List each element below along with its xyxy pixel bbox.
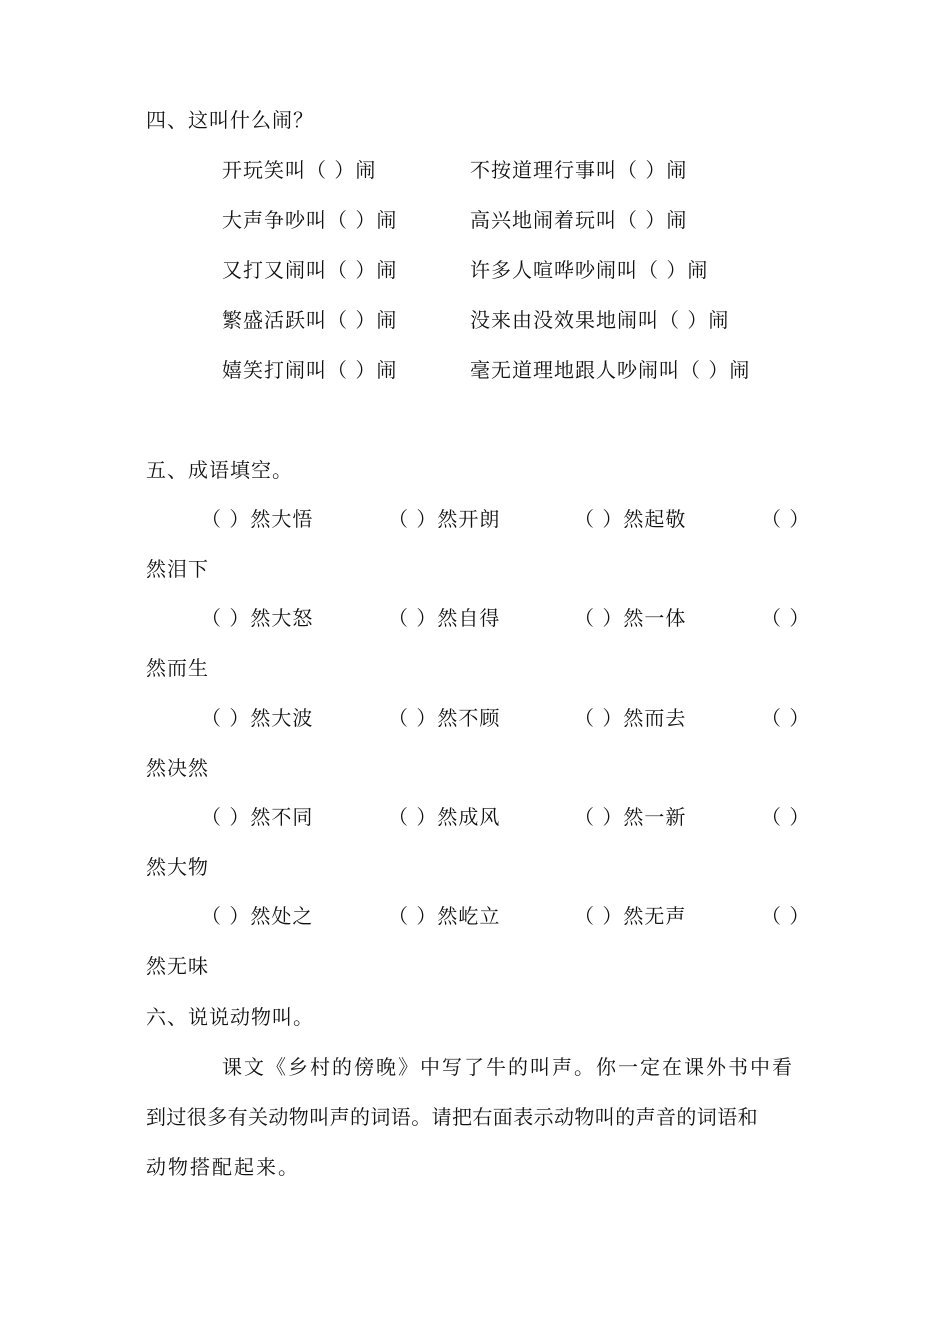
idiom-blank: （ ）然起敬 (574, 507, 687, 531)
idiom-blank: （ ） (761, 507, 811, 531)
idiom-blank: （ ）然大波 (201, 706, 314, 730)
section-4-right-item: 许多人喧哗吵闹叫（ ）闹 (470, 258, 709, 282)
section-4-left-item: 嬉笑打闹叫（ ）闹 (222, 358, 398, 382)
paragraph-line: 课文《乡村的傍晚》中写了牛的叫声。你一定在课外书中看 (222, 1055, 794, 1079)
section-6-heading: 六、说说动物叫。 (146, 1005, 314, 1029)
idiom-wrap-text: 然泪下 (146, 557, 209, 581)
section-4-right-item: 不按道理行事叫（ ）闹 (470, 158, 688, 182)
idiom-blank: （ ）然而去 (574, 706, 687, 730)
idiom-wrap-text: 然大物 (146, 855, 209, 879)
section-4-left-item: 大声争吵叫（ ）闹 (222, 208, 398, 232)
idiom-blank: （ ） (761, 904, 811, 928)
idiom-blank: （ ）然一体 (574, 606, 687, 630)
idiom-blank: （ ）然无声 (574, 904, 687, 928)
idiom-blank: （ ）然不同 (201, 805, 314, 829)
section-4-left-item: 又打又闹叫（ ）闹 (222, 258, 398, 282)
idiom-wrap-text: 然而生 (146, 656, 209, 680)
idiom-blank: （ ）然成风 (388, 805, 501, 829)
idiom-wrap-text: 然决然 (146, 756, 209, 780)
section-4-heading: 四、这叫什么闹？ (146, 108, 314, 132)
idiom-wrap-text: 然无味 (146, 954, 209, 978)
idiom-blank: （ ）然处之 (201, 904, 314, 928)
section-4-right-item: 没来由没效果地闹叫（ ）闹 (470, 308, 730, 332)
idiom-blank: （ ）然自得 (388, 606, 501, 630)
section-5-heading: 五、成语填空。 (146, 458, 293, 482)
section-4-right-item: 高兴地闹着玩叫（ ）闹 (470, 208, 688, 232)
idiom-blank: （ ）然大怒 (201, 606, 314, 630)
paragraph-line: 动物搭配起来。 (146, 1155, 300, 1179)
section-4-left-item: 繁盛活跃叫（ ）闹 (222, 308, 398, 332)
idiom-blank: （ ）然开朗 (388, 507, 501, 531)
idiom-blank: （ ） (761, 606, 811, 630)
idiom-blank: （ ）然屹立 (388, 904, 501, 928)
idiom-blank: （ ）然大悟 (201, 507, 314, 531)
idiom-blank: （ ） (761, 706, 811, 730)
paragraph-line: 到过很多有关动物叫声的词语。请把右面表示动物叫的声音的词语和 (146, 1105, 758, 1129)
section-4-left-item: 开玩笑叫（ ）闹 (222, 158, 377, 182)
idiom-blank: （ ）然一新 (574, 805, 687, 829)
idiom-blank: （ ）然不顾 (388, 706, 501, 730)
idiom-blank: （ ） (761, 805, 811, 829)
section-4-right-item: 毫无道理地跟人吵闹叫（ ）闹 (470, 358, 751, 382)
